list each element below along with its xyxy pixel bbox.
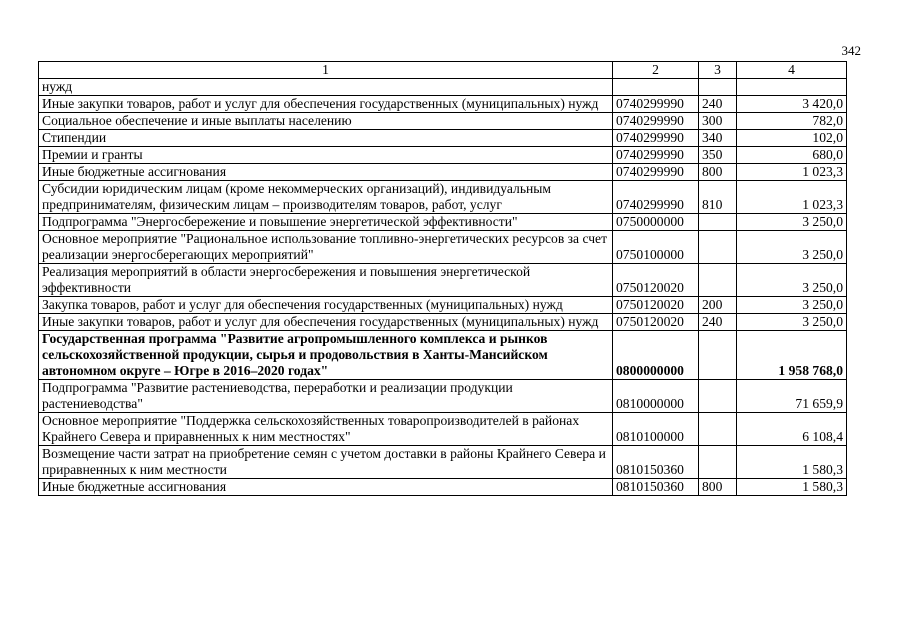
row-kind-cell	[699, 380, 737, 413]
row-amount-cell: 71 659,9	[737, 380, 847, 413]
row-name-cell: Иные бюджетные ассигнования	[39, 164, 613, 181]
row-kind-cell	[699, 413, 737, 446]
table-row	[39, 214, 847, 231]
row-code-cell: 0810100000	[613, 413, 699, 446]
row-kind-cell	[699, 446, 737, 479]
row-amount-cell: 3 250,0	[737, 231, 847, 264]
row-amount-cell: 102,0	[737, 130, 847, 147]
row-amount-cell: 6 108,4	[737, 413, 847, 446]
row-kind-cell: 810	[699, 181, 737, 214]
row-kind-cell: 240	[699, 314, 737, 331]
row-kind-cell: 340	[699, 130, 737, 147]
row-kind-cell	[699, 79, 737, 96]
row-amount-cell: 1 023,3	[737, 181, 847, 214]
row-name-cell: Подпрограмма "Энергосбережение и повышение энергетической эффективности"	[39, 214, 613, 231]
table-row	[39, 79, 847, 96]
table-row	[39, 331, 847, 380]
row-name-cell: Возмещение части затрат на приобретение семян с учетом доставки в районы Крайнего Севера и приравненных к ним местности	[39, 446, 613, 479]
row-code-cell: 0740299990	[613, 113, 699, 130]
row-code-cell: 0740299990	[613, 164, 699, 181]
row-kind-cell	[699, 231, 737, 264]
row-name-cell: Иные бюджетные ассигнования	[39, 479, 613, 496]
row-code-cell: 0750120020	[613, 264, 699, 297]
row-kind-cell: 800	[699, 479, 737, 496]
row-code-cell: 0750100000	[613, 231, 699, 264]
row-kind-cell: 200	[699, 297, 737, 314]
row-amount-cell: 1 580,3	[737, 446, 847, 479]
table-row	[39, 181, 847, 214]
table-row	[39, 147, 847, 164]
row-name-cell: Стипендии	[39, 130, 613, 147]
table-body	[39, 79, 847, 496]
row-code-cell: 0740299990	[613, 96, 699, 113]
table-row	[39, 413, 847, 446]
page-number: 342	[841, 43, 861, 58]
row-code-cell: 0750120020	[613, 297, 699, 314]
row-code-cell: 0740299990	[613, 181, 699, 214]
table-header-row	[39, 62, 847, 79]
table-row	[39, 297, 847, 314]
row-kind-cell: 800	[699, 164, 737, 181]
row-code-cell: 0750120020	[613, 314, 699, 331]
row-name-cell: Социальное обеспечение и иные выплаты населению	[39, 113, 613, 130]
table-row	[39, 231, 847, 264]
row-amount-cell: 1 958 768,0	[737, 331, 847, 380]
row-amount-cell: 3 250,0	[737, 314, 847, 331]
row-kind-cell: 240	[699, 96, 737, 113]
table-row	[39, 380, 847, 413]
row-name-cell: Государственная программа "Развитие агропромышленного комплекса и рынков сельскохозяйственной продукции, сырья и продовольствия в Ханты-Мансийском автономном округе – Югре в 2016–2020 годах"	[39, 331, 613, 380]
row-code-cell: 0810150360	[613, 446, 699, 479]
header-col-code: 2	[613, 62, 699, 79]
row-name-cell: Субсидии юридическим лицам (кроме некоммерческих организаций), индивидуальным предпринимателям, физическим лицам – производителям товаров, работ, услуг	[39, 181, 613, 214]
row-name-cell: Премии и гранты	[39, 147, 613, 164]
row-code-cell: 0810000000	[613, 380, 699, 413]
table-row	[39, 164, 847, 181]
row-code-cell: 0740299990	[613, 130, 699, 147]
row-name-cell: Закупка товаров, работ и услуг для обеспечения государственных (муниципальных) нужд	[39, 297, 613, 314]
table-row	[39, 96, 847, 113]
header-col-name: 1	[39, 62, 613, 79]
row-amount-cell	[737, 79, 847, 96]
row-amount-cell: 3 250,0	[737, 297, 847, 314]
row-name-cell: Реализация мероприятий в области энергосбережения и повышения энергетической эффективности	[39, 264, 613, 297]
table-row	[39, 113, 847, 130]
row-amount-cell: 3 250,0	[737, 264, 847, 297]
row-amount-cell: 3 250,0	[737, 214, 847, 231]
row-name-cell: Основное мероприятие "Поддержка сельскохозяйственных товаропроизводителей в районах Крайнего Севера и приравненных к ним местностях"	[39, 413, 613, 446]
row-code-cell	[613, 79, 699, 96]
row-kind-cell: 350	[699, 147, 737, 164]
budget-table	[38, 61, 847, 496]
row-kind-cell: 300	[699, 113, 737, 130]
table-row	[39, 479, 847, 496]
row-kind-cell	[699, 331, 737, 380]
row-name-cell: Подпрограмма "Развитие растениеводства, переработки и реализации продукции растениеводства"	[39, 380, 613, 413]
table-row	[39, 446, 847, 479]
table-row	[39, 130, 847, 147]
row-name-cell: Иные закупки товаров, работ и услуг для обеспечения государственных (муниципальных) нужд	[39, 314, 613, 331]
row-kind-cell	[699, 214, 737, 231]
row-code-cell: 0800000000	[613, 331, 699, 380]
row-amount-cell: 782,0	[737, 113, 847, 130]
row-amount-cell: 1 580,3	[737, 479, 847, 496]
row-code-cell: 0810150360	[613, 479, 699, 496]
header-col-amount: 4	[737, 62, 847, 79]
row-name-cell: Основное мероприятие "Рациональное использование топливно-энергетических ресурсов за счет реализации энергосберегающих мероприятий"	[39, 231, 613, 264]
row-code-cell: 0750000000	[613, 214, 699, 231]
header-col-kind: 3	[699, 62, 737, 79]
row-kind-cell	[699, 264, 737, 297]
row-amount-cell: 1 023,3	[737, 164, 847, 181]
table-row	[39, 314, 847, 331]
table-row	[39, 264, 847, 297]
row-code-cell: 0740299990	[613, 147, 699, 164]
row-name-cell: Иные закупки товаров, работ и услуг для обеспечения государственных (муниципальных) нужд	[39, 96, 613, 113]
row-name-cell: нужд	[39, 79, 613, 96]
row-amount-cell: 3 420,0	[737, 96, 847, 113]
row-amount-cell: 680,0	[737, 147, 847, 164]
